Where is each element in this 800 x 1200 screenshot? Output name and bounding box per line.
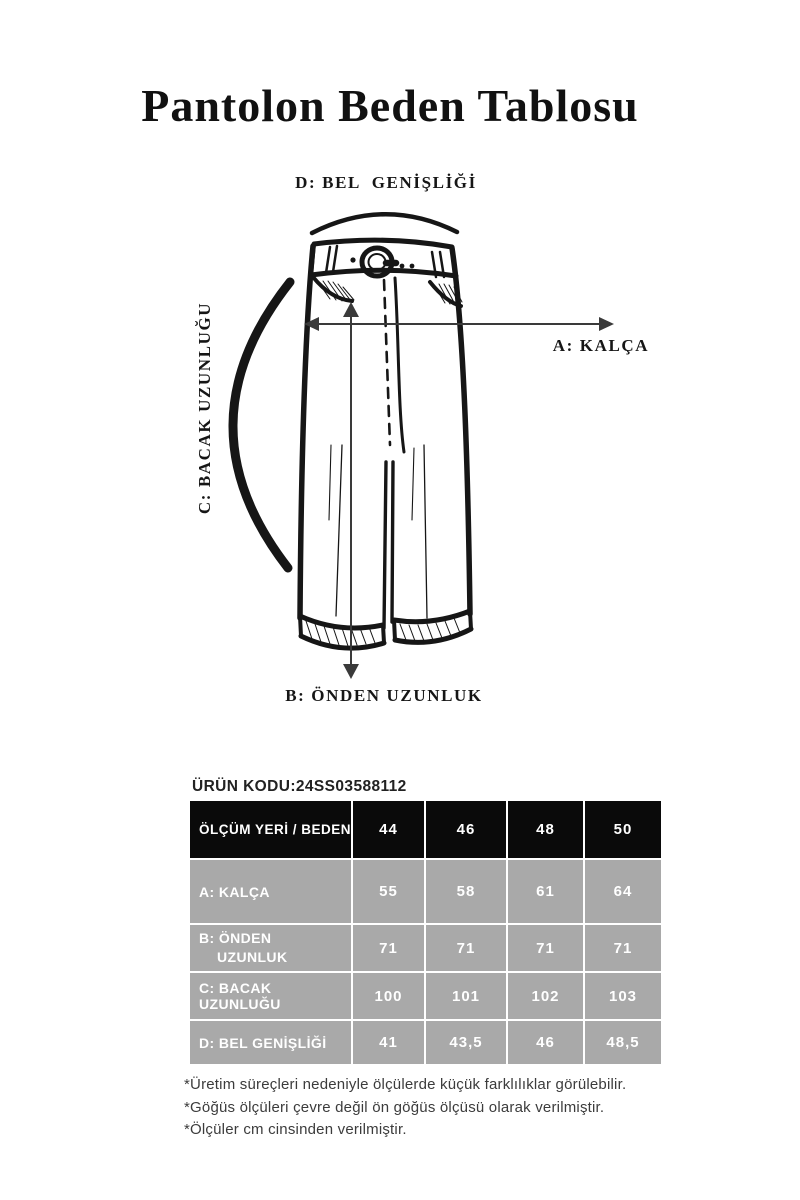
row-label-waist-width: D: BEL GENİŞLİĞİ xyxy=(190,1021,351,1064)
table-cell: 71 xyxy=(426,925,506,971)
table-cell: 64 xyxy=(585,860,661,923)
table-cell: 61 xyxy=(508,860,583,923)
label-waist-width: D: BEL GENİŞLİĞİ xyxy=(295,173,477,192)
footnotes xyxy=(184,1074,626,1142)
label-leg-length: C: BACAK UZUNLUĞU xyxy=(195,301,214,515)
table-cell: 46 xyxy=(508,1021,583,1064)
row-label-front-length xyxy=(190,925,351,971)
table-cell: 101 xyxy=(426,973,506,1019)
page-title: Pantolon Beden Tablosu xyxy=(141,80,639,131)
table-cell: 48,5 xyxy=(585,1021,661,1064)
left-cuff xyxy=(300,616,384,648)
table-cell: 103 xyxy=(585,973,661,1019)
table-cell: 71 xyxy=(508,925,583,971)
waist-width-arc xyxy=(312,214,457,233)
fly-dashed-line xyxy=(384,280,390,445)
size-table xyxy=(190,801,661,1064)
table-header-measure: ÖLÇÜM YERİ / BEDEN xyxy=(190,801,351,858)
footnote-line: *Göğüs ölçüleri çevre değil ön göğüs ölçüsü olarak verilmiştir. xyxy=(184,1098,605,1116)
row-label-leg-length: C: BACAK UZUNLUĞU xyxy=(190,973,351,1019)
table-cell: 102 xyxy=(508,973,583,1019)
table-cell: 58 xyxy=(426,860,506,923)
footnote-line: *Ölçüler cm cinsinden verilmiştir. xyxy=(184,1121,407,1138)
product-code: ÜRÜN KODU:24SS03588112 xyxy=(192,778,407,795)
table-header-size-44: 44 xyxy=(353,801,424,858)
table-cell: 41 xyxy=(353,1021,424,1064)
left-pocket xyxy=(313,277,354,301)
table-header-size-48: 48 xyxy=(508,801,583,858)
label-hip: A: KALÇA xyxy=(552,336,650,355)
belt-hole-dot xyxy=(350,257,355,262)
leg-length-arc xyxy=(233,282,290,568)
label-front-length: B: ÖNDEN UZUNLUK xyxy=(285,686,483,705)
table-cell: 71 xyxy=(353,925,424,971)
table-header-size-46: 46 xyxy=(426,801,506,858)
table-cell: 100 xyxy=(353,973,424,1019)
table-cell: 71 xyxy=(585,925,661,971)
right-cuff xyxy=(394,611,471,642)
front-length-measure-arrow xyxy=(343,302,359,679)
footnote-line: *Üretim süreçleri nedeniyle ölçülerde küçük farklılıklar görülebilir. xyxy=(184,1076,627,1093)
row-label-hip: A: KALÇA xyxy=(190,860,351,923)
table-cell: 55 xyxy=(353,860,424,923)
table-cell: 43,5 xyxy=(426,1021,506,1064)
pants-outline xyxy=(300,240,471,648)
fly-stitch-curve xyxy=(395,278,404,452)
row-label-front-length-text: B: ÖNDEN UZUNLUK xyxy=(199,930,288,965)
table-header-size-50: 50 xyxy=(585,801,661,858)
